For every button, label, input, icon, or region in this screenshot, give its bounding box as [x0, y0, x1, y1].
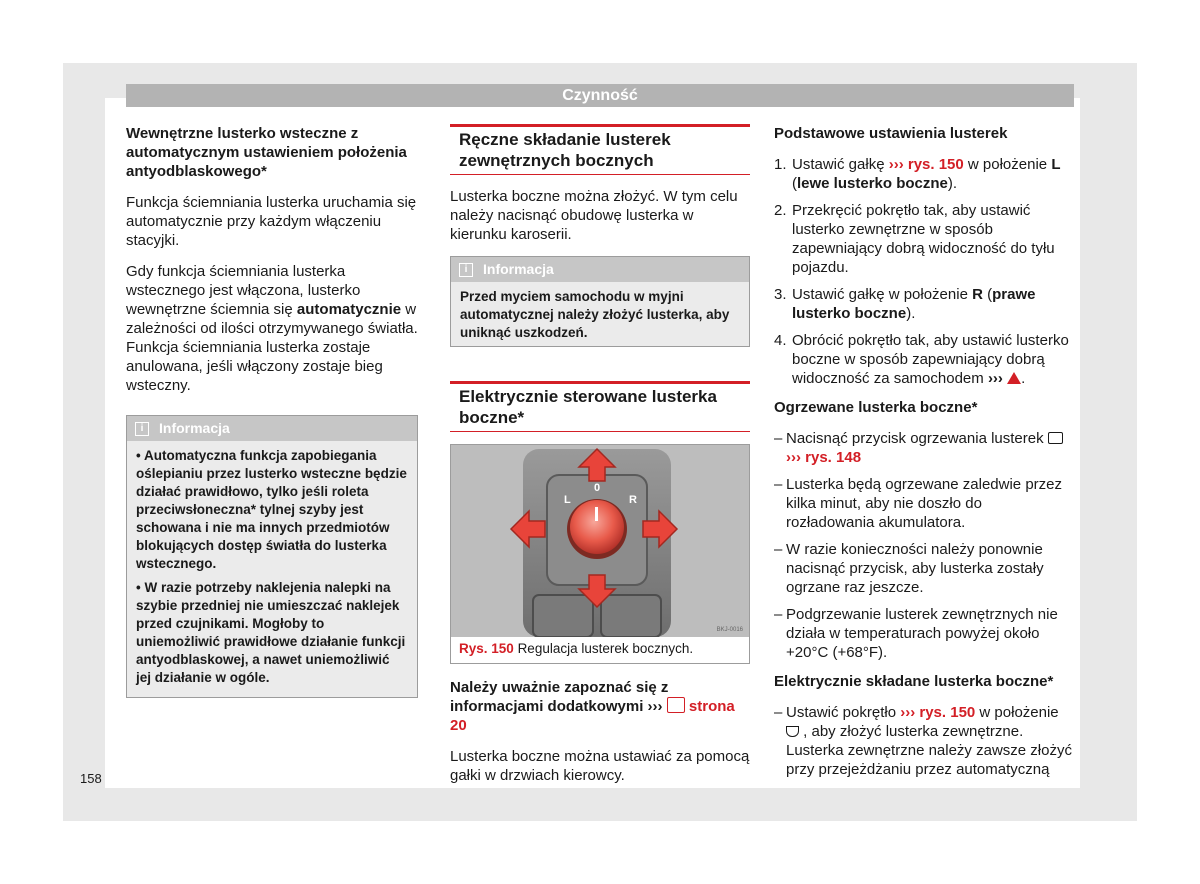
col1-paragraph-1: Funkcja ściemniania lusterka uruchamia się automatycznie przy każdym włączeniu stacyjki.: [126, 194, 417, 249]
list-item: – Podgrzewanie lusterek zewnętrznych nie działa w temperaturach powyżej około +20°C (+68°F).: [774, 605, 1074, 662]
page-link[interactable]: strona 20: [450, 698, 735, 734]
warning-icon: [1007, 372, 1021, 384]
list-item: 4. Obrócić pokrętło tak, aby ustawić lusterko boczne w sposób zapewniający dobrą widoczność za samochodem ››› .: [774, 332, 1069, 387]
mirror-heating-icon: [1048, 432, 1063, 444]
info-box-header: i Informacja: [451, 257, 749, 282]
column-right: [774, 124, 1074, 789]
subhead-heated-mirrors: Ogrzewane lusterka boczne*: [774, 399, 978, 416]
label-zero: 0: [594, 482, 601, 494]
page-number: 158: [80, 771, 102, 786]
info-box-body: [127, 441, 417, 697]
col1-paragraph-2: Gdy funkcja ściemniania lusterka wstecznego jest włączona, lusterko wewnętrzne ściemnia się automatycznie w zależności od ilości otrzymywanego światła. Funkcja ściemniania lusterka zostaje anulowana, jeśli włączony zostaje bieg wsteczny.: [126, 263, 418, 394]
col1-title: Wewnętrzne lusterko wsteczne z automatycznym ustawieniem położenia antyodblaskowego*: [126, 125, 407, 180]
col2-paragraph-1: Lusterka boczne można złożyć. W tym celu należy nacisnąć obudowę lusterka w kierunku karoserii.: [450, 188, 738, 243]
list-item: 2. Przekręcić pokrętło tak, aby ustawić lusterko zewnętrzne w sposób zapewniający dobrą widoczność do tyłu pojazdu.: [774, 202, 1055, 276]
info-item: • Automatyczna funkcja zapobiegania oślepianiu przez lusterko wsteczne będzie działać prawidłowo, tylko jeśli roleta przeciwsłoneczna* tylnej szyby jest schowana i nie ma innych przedmiotów blokujących dostęp światła do lusterka wstecznego.: [136, 448, 407, 571]
info-box-mirror: [126, 415, 418, 698]
heated-mirrors-list: [774, 429, 1074, 662]
mirror-fold-icon: [786, 726, 799, 737]
list-item: 1. Ustawić gałkę ››› rys. 150 w położenie L (lewe lusterko boczne).: [774, 156, 1061, 192]
label-r: R: [629, 494, 637, 506]
list-item: – Ustawić pokrętło ››› rys. 150 w położenie , aby złożyć lusterka zewnętrzne. Lusterka zewnętrzne należy zawsze złożyć przy przejeżdżaniu przez automatyczną: [774, 703, 1074, 779]
figure-mirror-knob: [450, 444, 750, 664]
info-item: • W razie potrzeby naklejenia nalepki na szybie przedniej nie umieszczać naklejek przed czujnikami. Mogłoby to uniemożliwić prawidłowe działanie funkcji antyodblaskowej, a nawet uniemożliwić jej działanie w ogóle.: [136, 580, 406, 685]
figure-link[interactable]: ››› rys. 150: [888, 156, 964, 173]
steps-list: [774, 155, 1074, 388]
electric-folding-list: [774, 703, 1074, 779]
figure-caption: Rys. 150 Regulacja lusterek bocznych.: [459, 641, 694, 656]
label-l: L: [564, 494, 571, 506]
list-item: – W razie konieczności należy ponownie nacisnąć przycisk, aby lusterka zostały ogrzane raz jeszcze.: [774, 540, 1074, 597]
info-box-car-wash: [450, 256, 750, 347]
col2-paragraph-2: Lusterka boczne można ustawiać za pomocą gałki w drzwiach kierowcy.: [450, 748, 750, 784]
heading-electric-mirrors: Elektrycznie sterowane lusterka boczne*: [450, 381, 750, 432]
column-middle: [450, 124, 750, 797]
figure-code: BKJ-0016: [716, 627, 743, 633]
figure-link[interactable]: ››› rys. 148: [786, 449, 862, 466]
section-title-bar: Czynność: [126, 84, 1074, 107]
book-icon: [667, 697, 685, 713]
info-box-body: Przed myciem samochodu w myjni automatycznej należy złożyć lusterka, aby uniknąć uszkodzeń.: [460, 289, 730, 340]
list-item: 3. Ustawić gałkę w położenie R (prawe lusterko boczne).: [774, 286, 1036, 322]
additional-info-note: Należy uważnie zapoznać się z informacjami dodatkowymi ››› strona 20: [450, 679, 735, 734]
heading-manual-folding: Ręczne składanie lusterek zewnętrznych bocznych: [450, 124, 750, 175]
subhead-electric-folding: Elektrycznie składane lusterka boczne*: [774, 673, 1054, 690]
info-box-header: i Informacja: [127, 416, 417, 441]
subhead-basic-settings: Podstawowe ustawienia lusterek: [774, 125, 1008, 142]
list-item: – Lusterka będą ogrzewane zaledwie przez kilka minut, aby nie doszło do rozładowania akumulatora.: [774, 475, 1074, 532]
info-icon: i: [135, 422, 149, 436]
mirror-control-illustration: [451, 445, 749, 637]
figure-link[interactable]: ››› rys. 150: [900, 704, 976, 721]
column-left: [126, 124, 418, 710]
info-icon: i: [459, 263, 473, 277]
list-item: – Nacisnąć przycisk ogrzewania lusterek ››› rys. 148: [774, 429, 1074, 467]
